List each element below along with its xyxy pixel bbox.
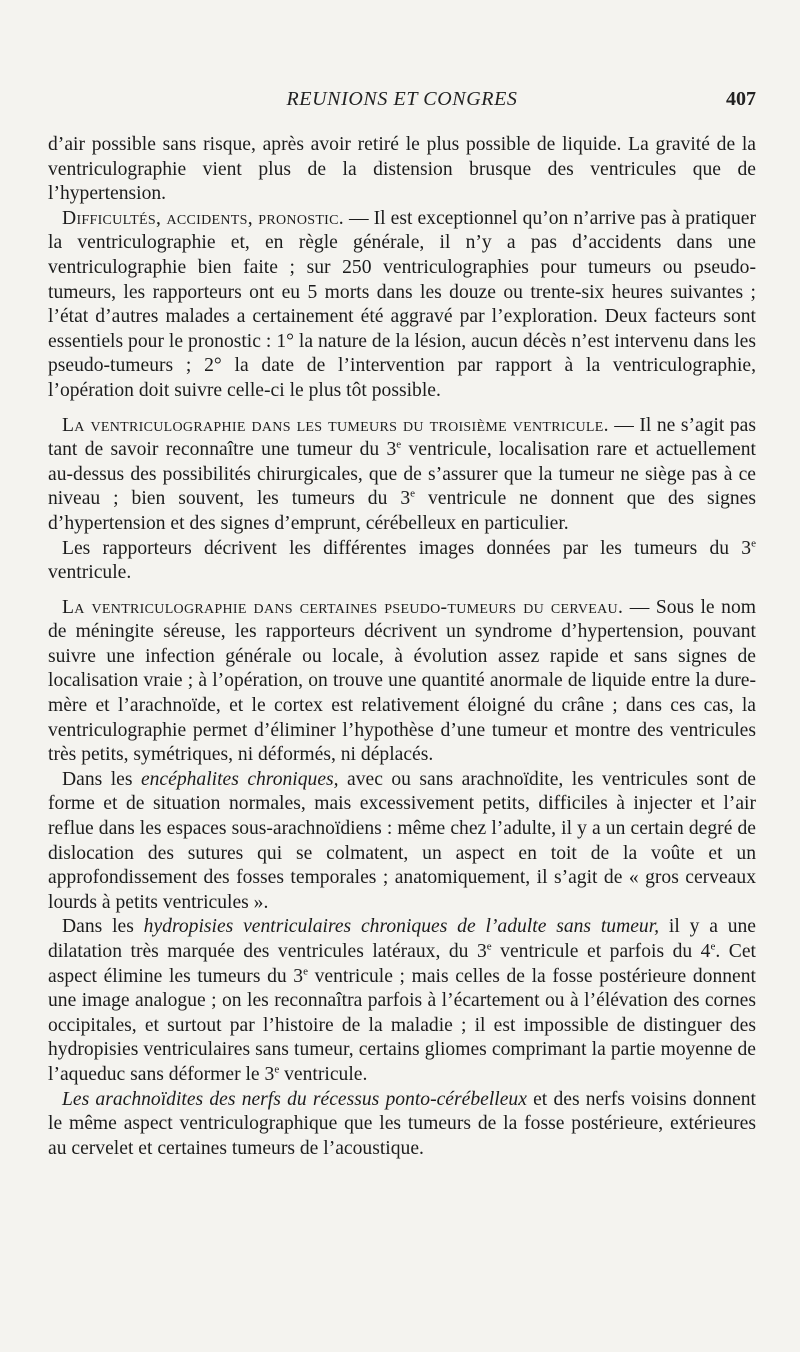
superscript: e (274, 1063, 280, 1076)
paragraph-text: et des nerfs voisins donnent le même aspect ventriculographique que les tumeurs de la fosse postérieure, extérieures au cervelet et certaines tumeurs de l’acoustique. (48, 1088, 756, 1159)
paragraph-text: Les rapporteurs décrivent les différentes images données par les tumeurs du 3 (62, 537, 752, 559)
body-text (48, 133, 756, 1161)
section-heading: Difficultés, accidents, pronostic. (62, 207, 344, 229)
italic-term: Les arachnoïdites des nerfs du récessus ponto-cérébelleux (62, 1088, 527, 1110)
paragraph-troisieme-ventricule (48, 414, 756, 537)
superscript: e (410, 487, 416, 500)
paragraph-text: Dans les (62, 768, 141, 790)
paragraph-arachnoidites (48, 1088, 756, 1162)
paragraph-hydropisies (48, 915, 756, 1087)
italic-term: encéphalites chroniques, (140, 768, 339, 790)
paragraph-text: ventricule ; mais celles de la fosse postérieure donnent une image analogue ; on les reconnaîtra parfois à l’écartement ou à l’élévation des cornes occipitales, et surtout par l’histoire de la maladie ; il est impossible de distinguer des hydropisies ventriculaires sans tumeur, certains gliomes comprimant la partie moyenne de l’aqueduc sans déformer le 3 (48, 965, 756, 1085)
superscript: e (486, 940, 492, 953)
page-header (48, 88, 756, 118)
paragraph-text: avec ou sans arachnoïdite, les ventricules sont de forme et de situation normales, mais excessivement petits, difficiles à injecter et l’air reflue dans les espaces sous-arachnoïdiens : même chez l’adulte, il y a un certain degré de dislocation des sutures qui se colmatent, un aspect en toit de la voûte et un approfondissement des fosses temporales ; anatomiquement, il s’agit de « gros cerveaux lourds à petits ventricules ». (48, 768, 756, 913)
paragraph-text: — Il est exceptionnel qu’on n’arrive pas à pratiquer la ventriculographie et, en règle générale, il n’y a pas d’accidents dans une ventriculographie bien faite ; sur 250 ventriculographies pour tumeurs ou pseudo-tumeurs, les rapporteurs ont eu 5 morts dans les douze ou trente-six heures suivantes ; l’état d’autres malades a certainement été aggravé par l’exploration. Deux facteurs sont essentiels pour le pronostic : 1° la nature de la lésion, aucun décès n’est intervenu dans les pseudo-tumeurs ; 2° la date de l’intervention par rapport à la ventriculographie, l’opération doit suivre celle-ci le plus tôt possible. (48, 207, 756, 401)
paragraph-text: ventricule. (279, 1063, 368, 1085)
paragraph-text: ventricule et parfois du 4 (491, 941, 711, 962)
paragraph-text: ventricule, localisation rare et actuellement au-dessus des possibilités chirurgicales, que de s’assurer que la tumeur ne siège pas à ce niveau ; bien souvent, les tumeurs du 3 (48, 439, 756, 510)
paragraph-encephalites (48, 768, 756, 916)
paragraph-text: — Il ne s’agit pas tant de savoir reconnaître une tumeur du 3 (48, 414, 756, 461)
superscript: e (303, 965, 308, 978)
paragraph-difficultes (48, 207, 756, 404)
italic-term: hydropisies ventriculaires chroniques de l’adulte sans tumeur, (143, 916, 660, 938)
page-number: 407 (726, 88, 756, 110)
superscript: e (751, 536, 756, 549)
paragraph-pseudo-tumeurs (48, 596, 756, 768)
paragraph-text: . Cet aspect élimine les tumeurs du 3 (48, 941, 756, 987)
paragraph-text: d’air possible sans risque, après avoir retiré le plus possible de liquide. La gravité de la ventriculographie vient plus de la distension brusque des ventricules que de l’hypertension. (48, 134, 756, 205)
paragraph-rapporteurs-images (48, 537, 756, 586)
superscript: e (396, 438, 402, 451)
paragraph-text: — Sous le nom de méningite séreuse, les rapporteurs décrivent un syndrome d’hypertension, pouvant suivre une infection générale ou locale, à évolution assez rapide et sans signes de localisation vraie ; à l’opération, on trouve une quantité anormale de liquide entre la dure-mère et l’arachnoïde, et le cortex est relativement éloigné du crâne ; dans ces cas, la ventriculographie permet d’éliminer l’hypothèse d’une tumeur et montre des ventricules très petits, symétriques, ni déformés, ni déplacés. (48, 596, 756, 766)
running-title: REUNIONS ET CONGRES (286, 88, 518, 110)
paragraph-1 (48, 133, 756, 207)
superscript: e (710, 940, 716, 953)
paragraph-text: Dans les (62, 916, 144, 938)
section-heading: La ventriculographie dans certaines pseudo-tumeurs du cerveau. (62, 596, 624, 618)
section-heading: La ventriculographie dans les tumeurs du troisième ventricule. (62, 414, 609, 436)
paragraph-text: ventricule. (48, 562, 132, 584)
paragraph-text: ventricule ne donnent que des signes d’hypertension et des signes d’emprunt, cérébelleux en particulier. (48, 488, 756, 534)
paragraph-text: il y a une dilatation très marquée des ventricules latéraux, du 3 (48, 916, 756, 962)
